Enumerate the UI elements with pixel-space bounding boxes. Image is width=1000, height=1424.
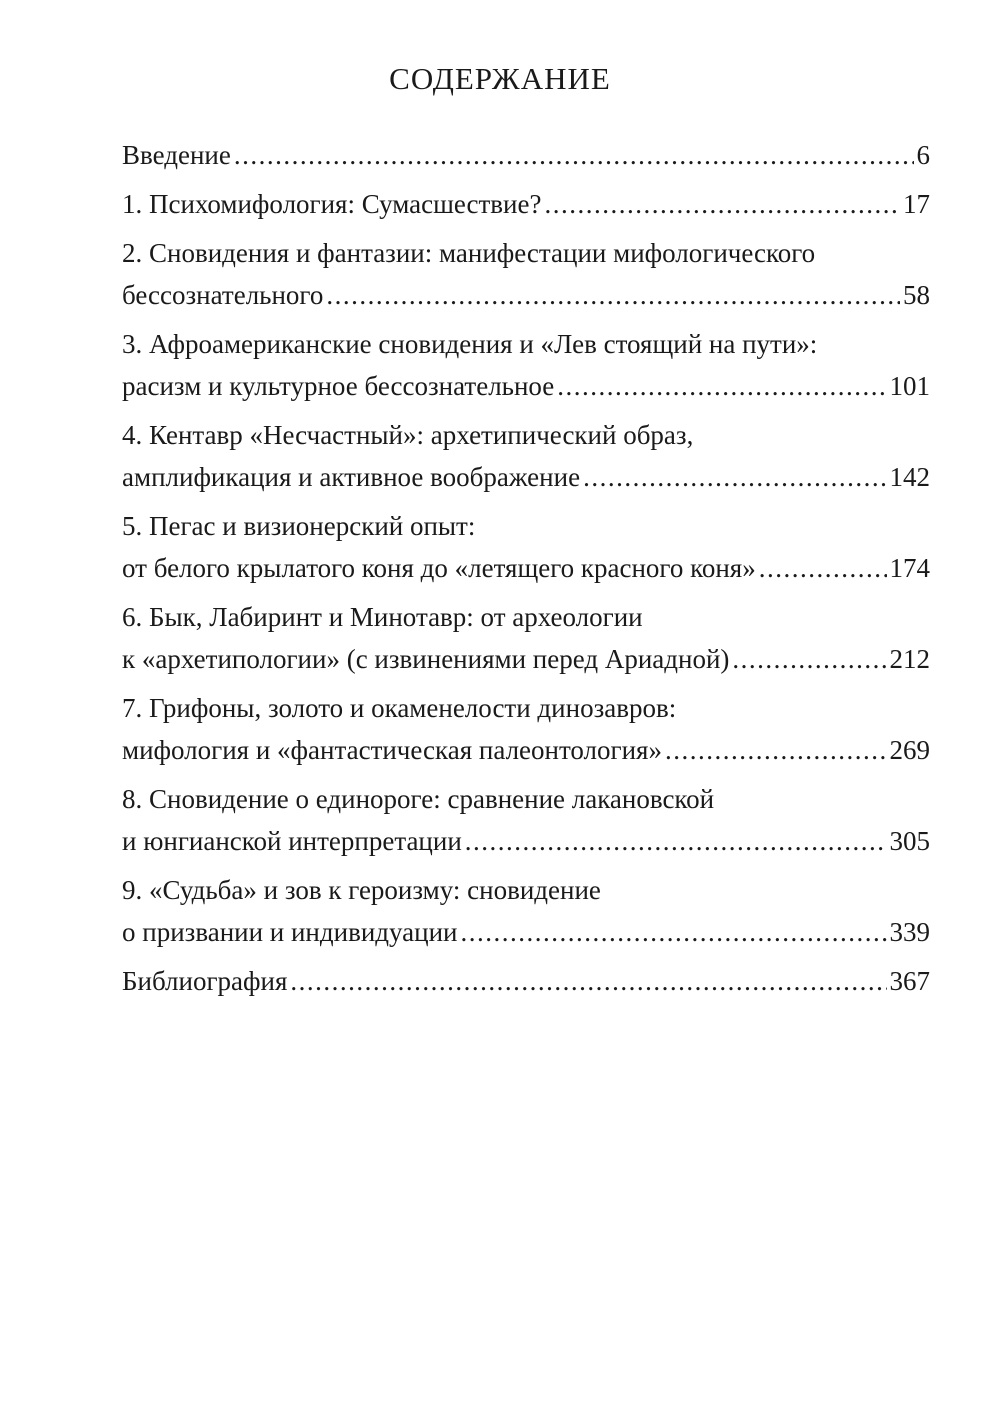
toc-entry-last-line (122, 183, 930, 225)
toc-entry (122, 323, 930, 407)
toc-entry-title-line: 4. Кентавр «Несчастный»: архетипический образ, (122, 420, 694, 450)
page-number: 305 (889, 826, 930, 856)
toc-entry-title-line: Библиография (122, 966, 288, 996)
toc-entry-last-line (122, 729, 930, 771)
toc-entry-title-line: 2. Сновидения и фантазии: манифестации мифологического (122, 238, 816, 268)
dot-leader (544, 183, 900, 225)
toc-entry-title-line: бессознательного (122, 280, 324, 310)
page-number: 17 (903, 189, 930, 219)
dot-leader (290, 960, 886, 1002)
toc-entry-last-line (122, 134, 930, 176)
table-of-contents (122, 134, 930, 1002)
page-number: 142 (889, 462, 930, 492)
toc-entry-title-line: и юнгианской интерпретации (122, 826, 462, 856)
toc-entry (122, 414, 930, 498)
toc-entry-last-line (122, 547, 930, 589)
toc-entry (122, 232, 930, 316)
dot-leader (460, 911, 886, 953)
toc-entry (122, 778, 930, 862)
toc-entry-title-line: от белого крылатого коня до «летящего красного коня» (122, 553, 756, 583)
dot-leader (557, 365, 886, 407)
toc-entry (122, 505, 930, 589)
toc-entry-last-line (122, 820, 930, 862)
toc-entry-last-line (122, 274, 930, 316)
toc-entry-last-line (122, 911, 930, 953)
toc-entry-title-line: расизм и культурное бессознательное (122, 371, 555, 401)
page-number: 367 (889, 966, 930, 996)
toc-entry-title-line: к «архетипологии» (с извинениями перед Ариадной) (122, 644, 730, 674)
page-number: 101 (889, 371, 930, 401)
toc-entry-last-line (122, 456, 930, 498)
page-number: 174 (889, 553, 930, 583)
page-number: 58 (903, 280, 930, 310)
toc-entry-title-line: 6. Бык, Лабиринт и Минотавр: от археологии (122, 602, 643, 632)
toc-entry-title-line: 1. Психомифология: Сумасшествие? (122, 189, 542, 219)
toc-entry-last-line (122, 365, 930, 407)
page-number: 6 (916, 140, 930, 170)
toc-entry (122, 960, 930, 1002)
toc-entry (122, 596, 930, 680)
dot-leader (465, 820, 887, 862)
toc-entry-title-line: о призвании и индивидуации (122, 917, 458, 947)
dot-leader (234, 134, 914, 176)
dot-leader (583, 456, 886, 498)
toc-entry (122, 134, 930, 176)
toc-entry (122, 687, 930, 771)
toc-entry-title-line: амплификация и активное воображение (122, 462, 581, 492)
dot-leader (732, 638, 886, 680)
dot-leader (665, 729, 887, 771)
page-title: СОДЕРЖАНИЕ (389, 61, 611, 96)
toc-entry-title-line: 8. Сновидение о единороге: сравнение лакановской (122, 784, 715, 814)
toc-entry-last-line (122, 638, 930, 680)
dot-leader (326, 274, 900, 316)
page-number: 339 (889, 917, 930, 947)
toc-entry-title-line: 7. Грифоны, золото и окаменелости динозавров: (122, 693, 677, 723)
toc-entry-title-line: 5. Пегас и визионерский опыт: (122, 511, 476, 541)
toc-entry-last-line (122, 960, 930, 1002)
toc-entry-title-line: Введение (122, 140, 231, 170)
toc-entry-title-line: 9. «Судьба» и зов к героизму: сновидение (122, 875, 601, 905)
page-number: 269 (889, 735, 930, 765)
toc-entry-title-line: 3. Афроамериканские сновидения и «Лев стоящий на пути»: (122, 329, 818, 359)
dot-leader (759, 547, 887, 589)
toc-entry-title-line: мифология и «фантастическая палеонтология» (122, 735, 662, 765)
page-number: 212 (889, 644, 930, 674)
toc-entry (122, 183, 930, 225)
toc-entry (122, 869, 930, 953)
